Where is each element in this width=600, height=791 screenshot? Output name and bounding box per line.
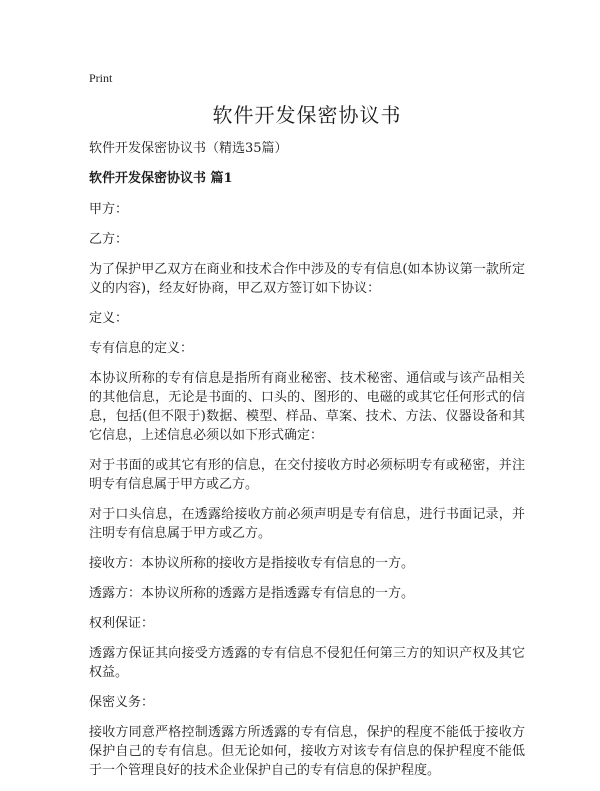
rights-warranty-paragraph: 透露方保证其向接受方透露的专有信息不侵犯任何第三方的知识产权及其它权益。 xyxy=(89,646,525,680)
party-a-line: 甲方： xyxy=(89,202,129,217)
party-b-line: 乙方： xyxy=(89,232,129,247)
preamble-paragraph: 为了保护甲乙双方在商业和技术合作中涉及的专有信息(如本协议第一款所定义的内容)，经友好协商，甲乙双方签订如下协议： xyxy=(89,262,525,296)
oral-info-paragraph: 对于口头信息，在透露给接收方前必须声明是专有信息，进行书面记录，并注明专有信息属于甲方或乙方。 xyxy=(89,507,525,541)
confidentiality-paragraph: 接收方同意严格控制透露方所透露的专有信息，保护的程度不能低于接收方保护自己的专有信息。但无论如何，接收方对该专有信息的保护程度不能低于一个管理良好的技术企业保护自己的专有信息的保护程度。 xyxy=(89,725,525,778)
proprietary-info-heading: 专有信息的定义： xyxy=(89,341,194,356)
rights-warranty-heading: 权利保证： xyxy=(89,616,155,631)
print-label: Print xyxy=(89,71,113,85)
written-info-paragraph: 对于书面的或其它有形的信息，在交付接收方时必须标明专有或秘密，并注明专有信息属于甲方或乙方。 xyxy=(89,458,525,492)
confidentiality-heading: 保密义务： xyxy=(89,695,155,710)
document-title: 软件开发保密协议书 xyxy=(212,103,402,127)
document-subtitle: 软件开发保密协议书（精选35篇） xyxy=(89,141,288,156)
receiver-definition: 接收方：本协议所称的接收方是指接收专有信息的一方。 xyxy=(89,556,415,571)
definitions-heading: 定义： xyxy=(89,311,129,326)
document-page xyxy=(89,70,525,791)
proprietary-info-paragraph: 本协议所称的专有信息是指所有商业秘密、技术秘密、通信或与该产品相关的其他信息，无论是书面的、口头的、图形的、电磁的或其它任何形式的信息，包括(但不限于)数据、模型、样品、草案、技术、方法、仪器设备和其它信息，上述信息必须以如下形式确定： xyxy=(89,371,525,443)
section-heading: 软件开发保密协议书 篇1 xyxy=(89,171,233,186)
discloser-definition: 透露方：本协议所称的透露方是指透露专有信息的一方。 xyxy=(89,586,415,601)
